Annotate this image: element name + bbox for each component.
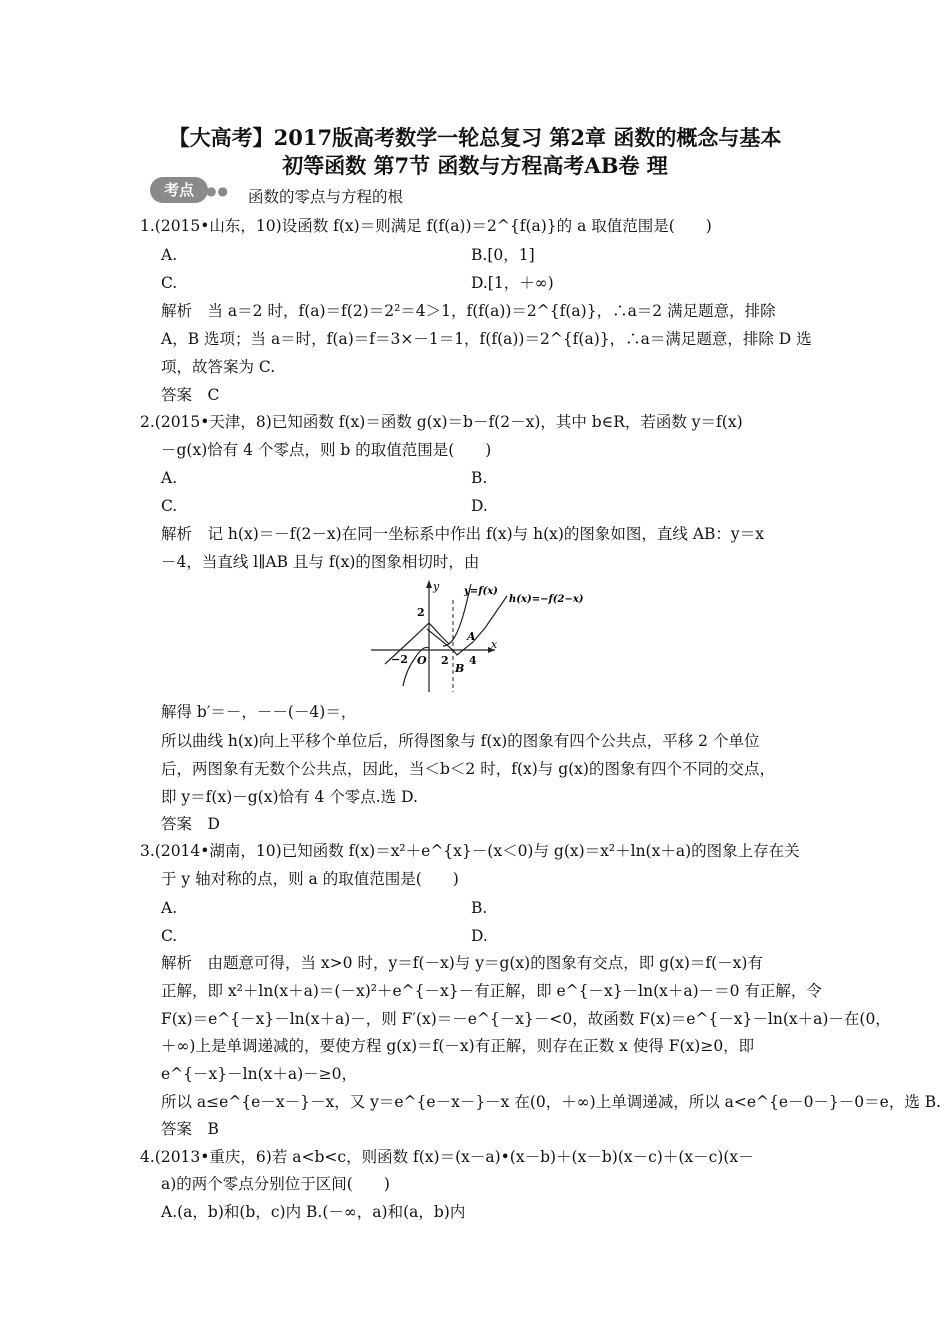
q1-solution-line: 项，故答案为 C. xyxy=(161,358,276,376)
q1-solution-line: A，B 选项；当 a＝时，f(a)＝f＝3×－1＝1，f(f(a))＝2^{f(a)}，∴a＝满足题意，排除 D 选 xyxy=(161,330,812,348)
q3-solution-line: e^{－x}－ln(x＋a)－≥0， xyxy=(161,1065,357,1083)
axis-y-label: y xyxy=(433,580,440,593)
q1-answer: 答案 C xyxy=(161,386,220,404)
q4-options-ab: A.(a，b)和(b，c)内 B.(－∞，a)和(a，b)内 xyxy=(161,1203,466,1221)
question-4-stem: 4.(2013•重庆，6)若 a<b<c，则函数 f(x)＝(x－a)•(x－b)＋(x－b)(x－c)＋(x－c)(x－ xyxy=(140,1148,754,1166)
point-label-a: A xyxy=(467,630,476,643)
tick-label-neg2: −2 xyxy=(391,653,408,666)
q2-solution-line: 后，两图象有无数个公共点，因此，当＜b＜2 时，f(x)与 g(x)的图象有四个不同的交点， xyxy=(161,760,775,778)
question-2-stem: －g(x)恰有 4 个零点，则 b 的取值范围是( ) xyxy=(161,441,492,459)
title-line-1: 【大高考】2017版高考数学一轮总复习 第2章 函数的概念与基本 xyxy=(168,125,782,150)
q3-answer: 答案 B xyxy=(161,1120,219,1138)
q3-option-d: D. xyxy=(471,927,488,945)
tick-label-2-x: 2 xyxy=(441,654,449,667)
q1-option-b: B.[0，1] xyxy=(471,246,535,264)
function-graph-figure xyxy=(367,576,597,694)
q2-solution-line: 即 y＝f(x)－g(x)恰有 4 个零点.选 D. xyxy=(161,788,418,806)
curve-label-hx: h(x)=−f(2−x) xyxy=(509,594,584,605)
point-label-b: B xyxy=(455,662,465,675)
section-badge: 考点 xyxy=(150,177,208,203)
q3-solution-line: F(x)＝e^{－x}－ln(x＋a)－，则 F′(x)＝－e^{－x}－<0，故函数 F(x)＝e^{－x}－ln(x＋a)－在(0， xyxy=(161,1010,891,1028)
q2-solution-line: 解析 记 h(x)＝－f(2－x)在同一坐标系中作出 f(x)与 h(x)的图象如图，直线 AB：y＝x xyxy=(161,525,764,543)
question-1-stem: 1.(2015•山东，10)设函数 f(x)＝则满足 f(f(a))＝2^{f(a)}的 a 取值范围是( ) xyxy=(140,217,712,235)
q2-solution-line: 解得 b′＝－，－－(－4)＝， xyxy=(161,703,357,721)
question-3-stem: 于 y 轴对称的点，则 a 的取值范围是( ) xyxy=(161,870,459,888)
q3-solution-line: 正解，即 x²＋ln(x＋a)＝(－x)²＋e^{－x}－有正解，即 e^{－x}－ln(x＋a)－＝0 有正解，令 xyxy=(161,982,822,1000)
badge-dots-icon: ●● xyxy=(206,184,229,198)
q3-option-c: C. xyxy=(161,927,178,945)
q3-option-a: A. xyxy=(161,899,178,917)
q2-solution-line: 所以曲线 h(x)向上平移个单位后，所得图象与 f(x)的图象有四个公共点，平移 2 个单位 xyxy=(161,732,760,750)
q2-option-a: A. xyxy=(161,469,178,487)
q3-option-b: B. xyxy=(471,899,488,917)
question-2-stem: 2.(2015•天津，8)已知函数 f(x)＝函数 g(x)＝b－f(2－x)，其中 b∈R，若函数 y＝f(x) xyxy=(140,413,743,431)
q2-option-c: C. xyxy=(161,497,178,515)
q1-option-d: D.[1，＋∞) xyxy=(471,274,554,292)
q3-solution-line: 解析 由题意可得，当 x>0 时，y＝f(－x)与 y＝g(x)的图象有交点，即 g(x)＝f(－x)有 xyxy=(161,954,763,972)
q1-option-c: C. xyxy=(161,274,178,292)
section-heading: 函数的零点与方程的根 xyxy=(248,188,404,206)
tick-label-4: 4 xyxy=(469,654,477,667)
q1-solution-line: 解析 当 a＝2 时，f(a)＝f(2)＝2²＝4＞1，f(f(a))＝2^{f(a)}，∴a＝2 满足题意，排除 xyxy=(161,302,776,320)
q1-option-a: A. xyxy=(161,246,178,264)
curve-label-fx: y=f(x) xyxy=(464,586,498,597)
question-3-stem: 3.(2014•湖南，10)已知函数 f(x)＝x²＋e^{x}－(x＜0)与 g(x)＝x²＋ln(x＋a)的图象上存在关 xyxy=(140,842,800,860)
q2-option-b: B. xyxy=(471,469,488,487)
q2-option-d: D. xyxy=(471,497,488,515)
q2-answer: 答案 D xyxy=(161,815,220,833)
q3-solution-line: 所以 a≤e^{e－x－}－x，又 y＝e^{e－x－}－x 在(0，＋∞)上单调递减，所以 a<e^{e－0－}－0＝e，选 B. xyxy=(161,1093,942,1111)
question-4-stem: a)的两个零点分别位于区间( ) xyxy=(161,1175,390,1193)
title-line-2: 初等函数 第7节 函数与方程高考AB卷 理 xyxy=(282,153,668,178)
origin-label: O xyxy=(417,654,427,667)
axis-x-label: x xyxy=(491,638,498,651)
q3-solution-line: ＋∞)上是单调递减的，要使方程 g(x)＝f(－x)有正解，则存在正数 x 使得 F(x)≥0，即 xyxy=(161,1037,755,1055)
tick-label-2-y: 2 xyxy=(417,606,425,619)
q2-solution-line: －4，当直线 l∥AB 且与 f(x)的图象相切时，由 xyxy=(161,553,480,571)
